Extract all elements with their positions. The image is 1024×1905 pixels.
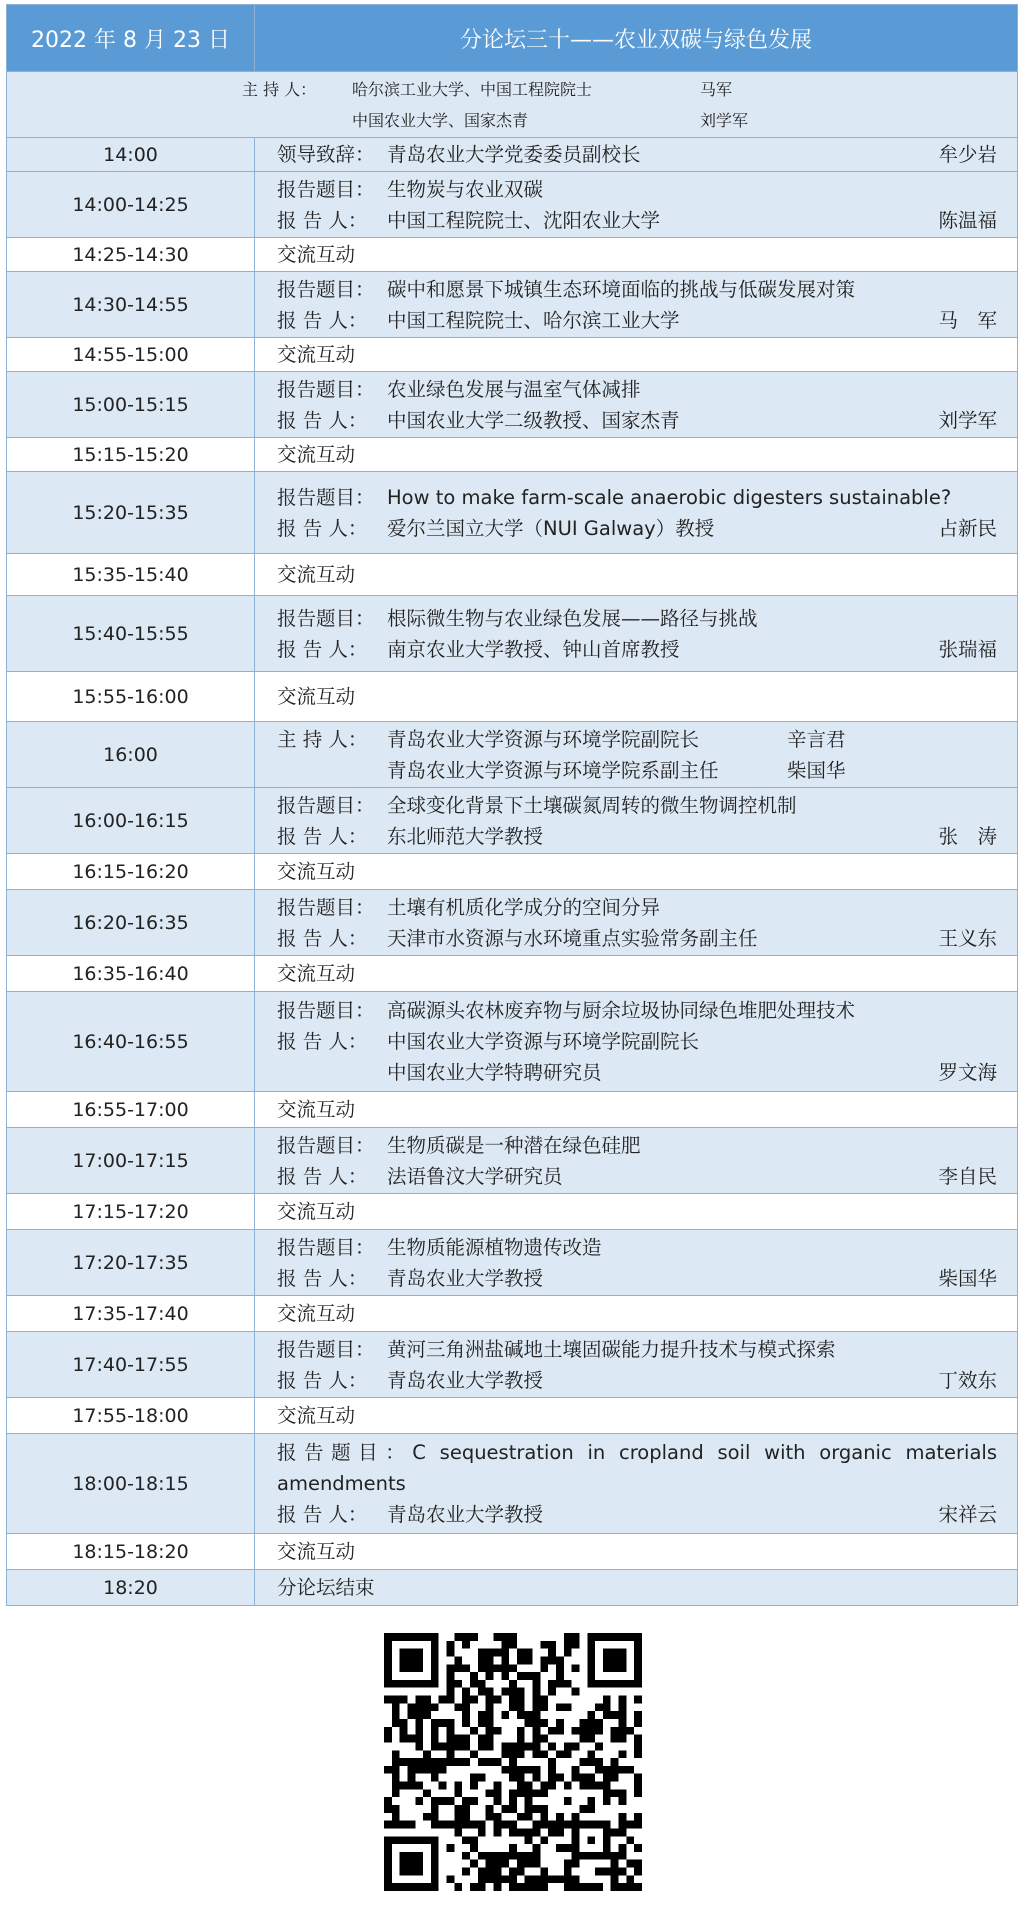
session-text: 交流互动 <box>277 443 356 466</box>
line-value: 土壤有机质化学成分的空间分异 <box>387 895 661 919</box>
content-cell <box>255 1534 1018 1570</box>
line-label: 报 告 人： <box>277 408 368 432</box>
host-label: 主 持 人： <box>277 727 368 751</box>
schedule-row <box>7 1398 1018 1434</box>
content-cell <box>255 472 1018 554</box>
line-value: 青岛农业大学教授 <box>387 1503 544 1526</box>
content-cell <box>255 138 1018 172</box>
line-value: 南京农业大学教授、钟山首席教授 <box>387 637 680 661</box>
content-line <box>277 1094 997 1125</box>
content-cell <box>255 890 1018 956</box>
speaker-name: 罗文海 <box>938 1061 997 1084</box>
content-cell <box>255 854 1018 890</box>
content-line <box>277 856 997 887</box>
time-cell: 15:40-15:55 <box>7 596 255 672</box>
line-value: 青岛农业大学教授 <box>387 1368 544 1392</box>
time-cell: 18:20 <box>7 1570 255 1606</box>
content-line <box>277 958 997 989</box>
line-label: 报告题目： <box>277 1133 375 1157</box>
time-cell: 16:40-16:55 <box>7 992 255 1092</box>
speaker-name: 马 军 <box>938 308 997 332</box>
line-label: 报告题目： <box>277 1235 375 1259</box>
host-line <box>242 105 782 136</box>
content-line <box>277 1365 997 1396</box>
line-label: 领导致辞： <box>277 143 375 166</box>
line-value: 生物炭与农业双碳 <box>387 177 544 201</box>
line-value: 中国农业大学特聘研究员 <box>387 1061 602 1084</box>
content-line <box>277 139 997 170</box>
line-label: 报 告 人： <box>277 516 368 540</box>
content-cell <box>255 1092 1018 1128</box>
speaker-name: 陈温福 <box>938 208 997 232</box>
speaker-name: 李自民 <box>938 1164 997 1188</box>
host-org: 中国农业大学、国家杰青 <box>352 110 529 130</box>
session-text: 交流互动 <box>277 563 356 586</box>
line-value: 青岛农业大学党委委员副校长 <box>387 143 641 166</box>
date-header: 2022 年 8 月 23 日 <box>7 5 255 72</box>
line-value: 中国工程院院士、哈尔滨工业大学 <box>387 308 680 332</box>
line-label: 报 告 人： <box>277 1164 368 1188</box>
host-label: 主 持 人： <box>242 79 317 99</box>
content-cell <box>255 1570 1018 1606</box>
schedule-table <box>6 4 1018 1606</box>
line-value: 东北师范大学教授 <box>387 824 544 848</box>
content-line <box>277 995 997 1026</box>
content-cell <box>255 1332 1018 1398</box>
host-org: 青岛农业大学资源与环境学院副院长 <box>387 727 700 751</box>
line-label: 报 告 人： <box>277 824 368 848</box>
schedule-row <box>7 438 1018 472</box>
time-cell: 16:00-16:15 <box>7 788 255 854</box>
session-text: 交流互动 <box>277 1200 356 1223</box>
line-value: 农业绿色发展与温室气体减排 <box>387 377 641 401</box>
line-label: 报告题目： <box>277 377 375 401</box>
content-cell <box>255 338 1018 372</box>
line-label: 报 告 人： <box>277 1030 368 1053</box>
time-cell: 17:35-17:40 <box>7 1296 255 1332</box>
content-line <box>277 1263 997 1294</box>
content-cell <box>255 438 1018 472</box>
time-cell: 15:55-16:00 <box>7 672 255 722</box>
content-line <box>277 681 997 712</box>
schedule-row <box>7 1128 1018 1194</box>
content-line <box>277 603 997 634</box>
line-value: How to make farm-scale anaerobic digesters sustainable? <box>387 485 952 509</box>
content-line <box>277 1400 997 1431</box>
line-label: 报 告 人： <box>277 926 368 950</box>
host-line <box>277 724 997 755</box>
content-cell <box>255 956 1018 992</box>
time-cell: 15:35-15:40 <box>7 554 255 596</box>
forum-title: 分论坛三十——农业双碳与绿色发展 <box>255 5 1018 72</box>
content-cell <box>255 554 1018 596</box>
session-text: 交流互动 <box>277 343 356 366</box>
line-value: 高碳源头农林废弃物与厨余垃圾协同绿色堆肥处理技术 <box>387 999 856 1022</box>
content-line <box>277 374 997 405</box>
schedule-row <box>7 1092 1018 1128</box>
line-label: 报告题目： <box>277 1337 375 1361</box>
schedule-row <box>7 1230 1018 1296</box>
host-value <box>352 74 782 105</box>
content-line <box>277 1057 997 1088</box>
content-line <box>277 1232 997 1263</box>
schedule-row <box>7 272 1018 338</box>
content-line <box>277 892 997 923</box>
line-label: 报告题目： <box>277 999 375 1022</box>
report-title-wrapped: 报告题目：C sequestration in cropland soil with organic materials amendments <box>277 1441 997 1495</box>
time-cell: 17:15-17:20 <box>7 1194 255 1230</box>
content-cell <box>255 596 1018 672</box>
schedule-row <box>7 854 1018 890</box>
schedule-row <box>7 472 1018 554</box>
line-label: 报告题目： <box>277 895 375 919</box>
schedule-row <box>7 238 1018 272</box>
time-cell: 14:55-15:00 <box>7 338 255 372</box>
content-line <box>277 821 997 852</box>
schedule-row <box>7 992 1018 1092</box>
qr-code-icon <box>384 1633 642 1891</box>
content-cell <box>255 238 1018 272</box>
content-cell <box>255 1398 1018 1434</box>
host-name: 柴国华 <box>787 758 846 782</box>
content-line <box>277 1161 997 1192</box>
content-cell <box>255 992 1018 1092</box>
content-cell <box>255 1230 1018 1296</box>
session-text: 交流互动 <box>277 860 356 883</box>
content-cell <box>255 372 1018 438</box>
content-line <box>277 513 997 544</box>
speaker-name: 刘学军 <box>938 408 997 432</box>
host-value <box>387 755 997 786</box>
host-name: 刘学军 <box>700 110 749 130</box>
host-line <box>277 755 997 786</box>
content-cell <box>255 172 1018 238</box>
speaker-name: 张瑞福 <box>938 637 997 661</box>
schedule-row <box>7 672 1018 722</box>
time-cell: 14:30-14:55 <box>7 272 255 338</box>
content-cell <box>255 1434 1018 1534</box>
speaker-name: 宋祥云 <box>938 1503 997 1526</box>
content-line <box>277 1130 997 1161</box>
session-text: 交流互动 <box>277 1540 356 1563</box>
content-line <box>277 1298 997 1329</box>
line-value: 根际微生物与农业绿色发展——路径与挑战 <box>387 606 758 630</box>
content-line <box>277 305 997 336</box>
host-name: 辛言君 <box>787 727 846 751</box>
session-text: 分论坛结束 <box>277 1576 375 1599</box>
speaker-name: 牟少岩 <box>938 143 997 166</box>
content-line <box>277 1196 997 1227</box>
line-label: 报告题目： <box>277 277 375 301</box>
time-cell: 16:20-16:35 <box>7 890 255 956</box>
line-value: 碳中和愿景下城镇生态环境面临的挑战与低碳发展对策 <box>387 277 856 301</box>
line-value: 爱尔兰国立大学（NUI Galway）教授 <box>387 516 715 540</box>
line-label: 报 告 人： <box>277 208 368 232</box>
hosts-cell <box>7 72 1018 138</box>
content-line <box>277 405 997 436</box>
content-line <box>277 1334 997 1365</box>
content-cell <box>255 1296 1018 1332</box>
time-cell: 14:00-14:25 <box>7 172 255 238</box>
line-label: 报告题目： <box>277 606 375 630</box>
content-line <box>277 239 997 270</box>
time-cell: 14:00 <box>7 138 255 172</box>
line-label: 报 告 人： <box>277 1503 368 1526</box>
session-text: 交流互动 <box>277 1098 356 1121</box>
schedule-row <box>7 722 1018 788</box>
schedule-row <box>7 1296 1018 1332</box>
line-value: 中国农业大学资源与环境学院副院长 <box>387 1030 700 1053</box>
content-line <box>277 790 997 821</box>
line-value: 法语鲁汶大学研究员 <box>387 1164 563 1188</box>
schedule-row <box>7 956 1018 992</box>
content-cell <box>255 722 1018 788</box>
line-label: 报 告 人： <box>277 308 368 332</box>
line-value: 青岛农业大学教授 <box>387 1266 544 1290</box>
session-text: 交流互动 <box>277 243 356 266</box>
content-cell <box>255 672 1018 722</box>
schedule-row <box>7 1534 1018 1570</box>
schedule-row <box>7 788 1018 854</box>
schedule-row <box>7 372 1018 438</box>
line-value: 中国农业大学二级教授、国家杰青 <box>387 408 680 432</box>
content-cell <box>255 788 1018 854</box>
schedule-row <box>7 172 1018 238</box>
line-label: 报 告 人： <box>277 637 368 661</box>
line-value: 天津市水资源与水环境重点实验常务副主任 <box>387 926 758 950</box>
schedule-row <box>7 554 1018 596</box>
time-cell: 15:20-15:35 <box>7 472 255 554</box>
line-value: 全球变化背景下土壤碳氮周转的微生物调控机制 <box>387 793 797 817</box>
session-text: 交流互动 <box>277 685 356 708</box>
content-line <box>277 634 997 665</box>
content-line <box>277 274 997 305</box>
session-text: 交流互动 <box>277 1302 356 1325</box>
speaker-name: 柴国华 <box>938 1266 997 1290</box>
host-org: 哈尔滨工业大学、中国工程院院士 <box>352 79 593 99</box>
time-cell: 16:55-17:00 <box>7 1092 255 1128</box>
time-cell: 15:00-15:15 <box>7 372 255 438</box>
schedule-row <box>7 596 1018 672</box>
header-row <box>7 5 1018 72</box>
speaker-name: 丁效东 <box>938 1368 997 1392</box>
host-value <box>352 105 782 136</box>
line-value: 生物质能源植物遗传改造 <box>387 1235 602 1259</box>
content-line <box>277 174 997 205</box>
schedule-row <box>7 890 1018 956</box>
content-line <box>277 1499 997 1530</box>
content-cell <box>255 272 1018 338</box>
time-cell: 18:15-18:20 <box>7 1534 255 1570</box>
time-cell: 17:40-17:55 <box>7 1332 255 1398</box>
line-label: 报告题目： <box>277 177 375 201</box>
content-line <box>277 559 997 590</box>
content-line <box>277 482 997 513</box>
speaker-name: 张 涛 <box>938 824 997 848</box>
session-text: 交流互动 <box>277 1404 356 1427</box>
time-cell: 16:35-16:40 <box>7 956 255 992</box>
host-name: 马军 <box>700 79 733 99</box>
host-line <box>242 74 782 105</box>
schedule-row <box>7 1194 1018 1230</box>
line-label: 报告题目： <box>277 793 375 817</box>
content-line <box>277 205 997 236</box>
content-cell <box>255 1194 1018 1230</box>
hosts-row <box>7 72 1018 138</box>
time-cell: 14:25-14:30 <box>7 238 255 272</box>
content-line <box>277 923 997 954</box>
host-value <box>387 724 997 755</box>
host-org: 青岛农业大学资源与环境学院系副主任 <box>387 758 719 782</box>
line-value: 黄河三角洲盐碱地土壤固碳能力提升技术与模式探索 <box>387 1337 836 1361</box>
time-cell: 17:20-17:35 <box>7 1230 255 1296</box>
speaker-name: 占新民 <box>938 516 997 540</box>
time-cell: 16:00 <box>7 722 255 788</box>
line-value: 生物质碳是一种潜在绿色硅肥 <box>387 1133 641 1157</box>
content-line <box>277 1536 997 1567</box>
time-cell: 15:15-15:20 <box>7 438 255 472</box>
schedule-row <box>7 1332 1018 1398</box>
time-cell: 17:00-17:15 <box>7 1128 255 1194</box>
content-cell <box>255 1128 1018 1194</box>
schedule-row <box>7 1434 1018 1534</box>
line-label: 报告题目： <box>277 485 375 509</box>
content-line <box>277 439 997 470</box>
content-line <box>277 1572 997 1603</box>
time-cell: 18:00-18:15 <box>7 1434 255 1534</box>
time-cell: 17:55-18:00 <box>7 1398 255 1434</box>
speaker-name: 王义东 <box>938 926 997 950</box>
line-label: 报 告 人： <box>277 1368 368 1392</box>
line-value: 中国工程院院士、沈阳农业大学 <box>387 208 661 232</box>
schedule-row <box>7 1570 1018 1606</box>
schedule-row <box>7 138 1018 172</box>
time-cell: 16:15-16:20 <box>7 854 255 890</box>
session-text: 交流互动 <box>277 962 356 985</box>
line-label: 报 告 人： <box>277 1266 368 1290</box>
schedule-row <box>7 338 1018 372</box>
content-line <box>277 339 997 370</box>
content-line <box>277 1026 997 1057</box>
